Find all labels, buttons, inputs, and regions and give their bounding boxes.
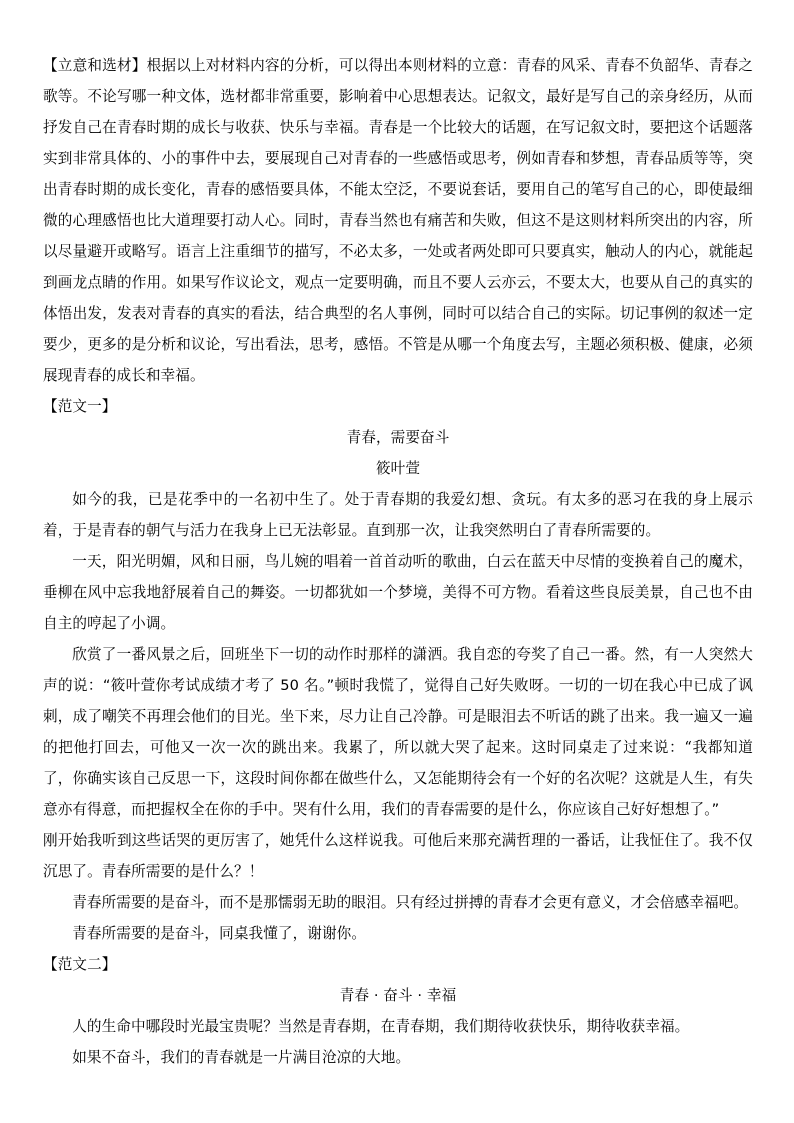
essay2-paragraph-2: 如果不奋斗，我们的青春就是一片满目沧凉的大地。 — [72, 1049, 411, 1066]
essay1-paragraph-3-quote: “我都知道了，你确实该自己 — [43, 739, 753, 787]
essay1-paragraph-3-part-a: 欣赏了一番风景之后，回班坐下一切的动作时那样的潇洒。我自恋的夸奖了自己一番。然，有一人突然大声的说：“筱叶萱你考试成绩才考了 50 名。”顿时我慌了，觉得自己好失败呀。一切的一切在我心中已成了讽刺，成了嘲笑不再理会他们的目光。坐下来，尽力让自己冷静。可是眼泪去不听话的跳了出来。我一遍又一遍的把他打回去，可他又一次一次的跳出来。我累了，所以就大哭了起来。这时同桌走了过来说： — [43, 646, 753, 756]
intro-text: 根据以上对材料内容的分析，可以得出本则材料的立意：青春的风采、青春不负韶华、青春之歌等。不论写哪一种文体，选材都非常重要，影响着中心思想表达。记叙文，最好是写自己的亲身经历，从而抒发自己在青春时期的成长与收获、快乐与幸福。青春是一个比较大的话题，在写记叙文时，要把这个话题落实到非常具体的、小的事件中去，要展现自己对青春的一些感悟或思考，例如青春和梦想，青春品质等等，突出青春时期的成长变化，青春的感悟要具体，不能太空泛，不要说套话，要用自己的笔写自己的心，即使最细微的心理感悟也比大道理要打动人心。同时，青春当然也有痛苦和失败，但这不是这则材料所突出的内容，所以尽量避开或略写。语言上注重细节的描写，不必太多，一处或者两处即可只要真实，触动人的内心，就能起到画龙点睛的作用。如果写作议论文，观点一定要明确，而且不要人云亦云，不要太大，也要从自己的真实的体悟出发，发表对青春的真实的看法，结合典型的名人事例，同时可以结合自己的实际。切记事例的叙述一定要少，更多的是分析和议论，写出看法，思考，感悟。不管是从哪一个角度去写，主题必须积极、健康，必须展现青春的成长和幸福。 — [43, 57, 753, 384]
essay1-author: 筱叶萱 — [375, 460, 421, 477]
essay1-paragraph-5: 青春所需要的是奋斗，而不是那懦弱无助的眼泪。只有经过拼搏的青春才会更有意义，才会倍感幸福吧。 — [72, 894, 749, 911]
essay2-title: 青春 · 奋斗 · 幸福 — [339, 987, 457, 1004]
essay2-paragraph-1: 人的生命中哪段时光最宝贵呢？当然是青春期，在青春期，我们期待收获快乐，期待收获幸福。 — [72, 1018, 690, 1035]
intro-paragraph — [43, 50, 753, 391]
intro-label: 【立意和选材】 — [43, 57, 147, 74]
essay1-paragraph-2: 一天，阳光明媚，风和日丽，鸟儿婉的唱着一首首动听的歌曲，白云在蓝天中尽情的变换着自己的魔术，垂柳在风中忘我地舒展着自己的舞姿。一切都犹如一个梦境，美得不可方物。看着这些良辰美景，自己也不由自主的哼起了小调。 — [43, 553, 753, 632]
essay1-paragraph-3 — [43, 639, 753, 825]
essay1-label: 【范文一】 — [43, 398, 117, 415]
essay1-paragraph-6: 青春所需要的是奋斗，同桌我懂了，谢谢你。 — [72, 925, 367, 942]
essay1-paragraph-1: 如今的我，已是花季中的一名初中生了。处于青春期的我爱幻想、贪玩。有太多的恶习在我的身上展示着，于是青春的朝气与活力在我身上已无法彰显。直到那一次，让我突然明白了青春所需要的。 — [43, 491, 753, 539]
essay2-label: 【范文二】 — [43, 956, 117, 973]
essay1-paragraph-4: 刚开始我听到这些话哭的更厉害了，她凭什么这样说我。可他后来那充满哲理的一番话，让我怔住了。我不仅沉思了。青春所需要的是什么？！ — [43, 832, 753, 880]
essay1-title: 青春，需要奋斗 — [346, 429, 450, 446]
essay1-paragraph-3-part-b: 反思一下，这段时间你都在做些什么，又怎能期待会有一个好的名次呢？这就是人生，有失意亦有得意，而把握权全在你的手中。哭有什么用，我们的青春需要的是什么，你应该自己好好想想了。” — [43, 770, 753, 818]
document-page — [43, 50, 753, 1073]
